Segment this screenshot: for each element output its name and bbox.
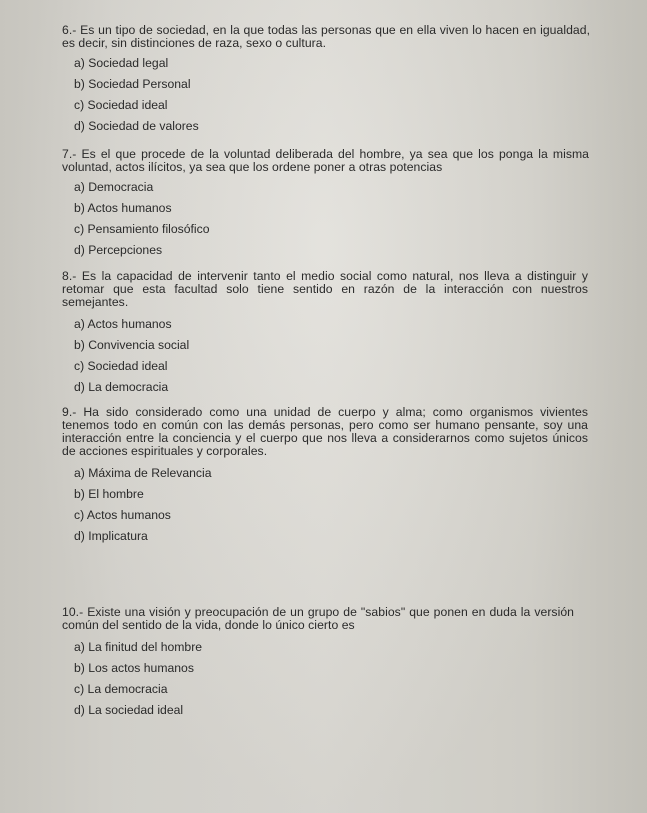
question-10-stem: 10.- Existe una visión y preocupación de un grupo de "sabios" que ponen en duda la versión común del sentido de la vida, donde lo único cierto es	[62, 605, 574, 632]
question-8-option-d: d) La democracia	[74, 380, 169, 394]
question-8-option-c: c) Sociedad ideal	[74, 359, 168, 373]
question-6-stem: 6.- Es un tipo de sociedad, en la que todas las personas que en ella viven lo hacen en igualdad, es decir, sin distinciones de raza, sexo o cultura.	[62, 23, 590, 50]
question-9-option-b: b) El hombre	[74, 487, 144, 501]
question-7-options	[62, 180, 589, 257]
question-6-option-c: c) Sociedad ideal	[74, 98, 168, 112]
question-8-stem: 8.- Es la capacidad de intervenir tanto el medio social como natural, nos lleva a distinguir y retomar que esta facultad solo tiene sentido en razón de la interacción con nuestros semejantes.	[62, 269, 588, 309]
question-9-option-c: c) Actos humanos	[74, 508, 171, 522]
question-6-option-d: d) Sociedad de valores	[74, 119, 199, 133]
question-10-options	[62, 640, 574, 717]
question-9-options	[62, 466, 588, 543]
question-8-option-b: b) Convivencia social	[74, 338, 190, 352]
question-10	[62, 606, 574, 717]
question-10-option-c: c) La democracia	[74, 682, 168, 696]
question-8	[62, 270, 588, 394]
question-6-option-a: a) Sociedad legal	[74, 56, 169, 70]
question-8-options	[62, 317, 588, 394]
question-9-option-d: d) Implicatura	[74, 529, 148, 543]
question-10-option-d: d) La sociedad ideal	[74, 703, 184, 717]
question-6	[62, 24, 590, 133]
question-10-option-a: a) La finitud del hombre	[74, 640, 203, 654]
question-8-option-a: a) Actos humanos	[74, 317, 172, 331]
question-9-stem: 9.- Ha sido considerado como una unidad de cuerpo y alma; como organismos vivientes tenemos todo en común con las demás personas, pero como ser humano pensante, soy una interacción entre la conciencia y el cuerpo que nos lleva a considerarnos como sujetos únicos de acciones espirituales y corporales.	[62, 405, 588, 458]
question-6-options	[62, 56, 590, 133]
question-10-option-b: b) Los actos humanos	[74, 661, 194, 675]
question-7-option-a: a) Democracia	[74, 180, 154, 194]
question-7-option-b: b) Actos humanos	[74, 201, 172, 215]
question-6-option-b: b) Sociedad Personal	[74, 77, 191, 91]
question-7-option-c: c) Pensamiento filosófico	[74, 222, 210, 236]
question-9	[62, 406, 588, 543]
question-7-option-d: d) Percepciones	[74, 243, 163, 257]
question-7-stem: 7.- Es el que procede de la voluntad deliberada del hombre, ya sea que los ponga la misma voluntad, actos ilícitos, ya sea que los ordene poner a otras potencias	[62, 147, 589, 174]
question-9-option-a: a) Máxima de Relevancia	[74, 466, 212, 480]
question-7	[62, 148, 589, 257]
